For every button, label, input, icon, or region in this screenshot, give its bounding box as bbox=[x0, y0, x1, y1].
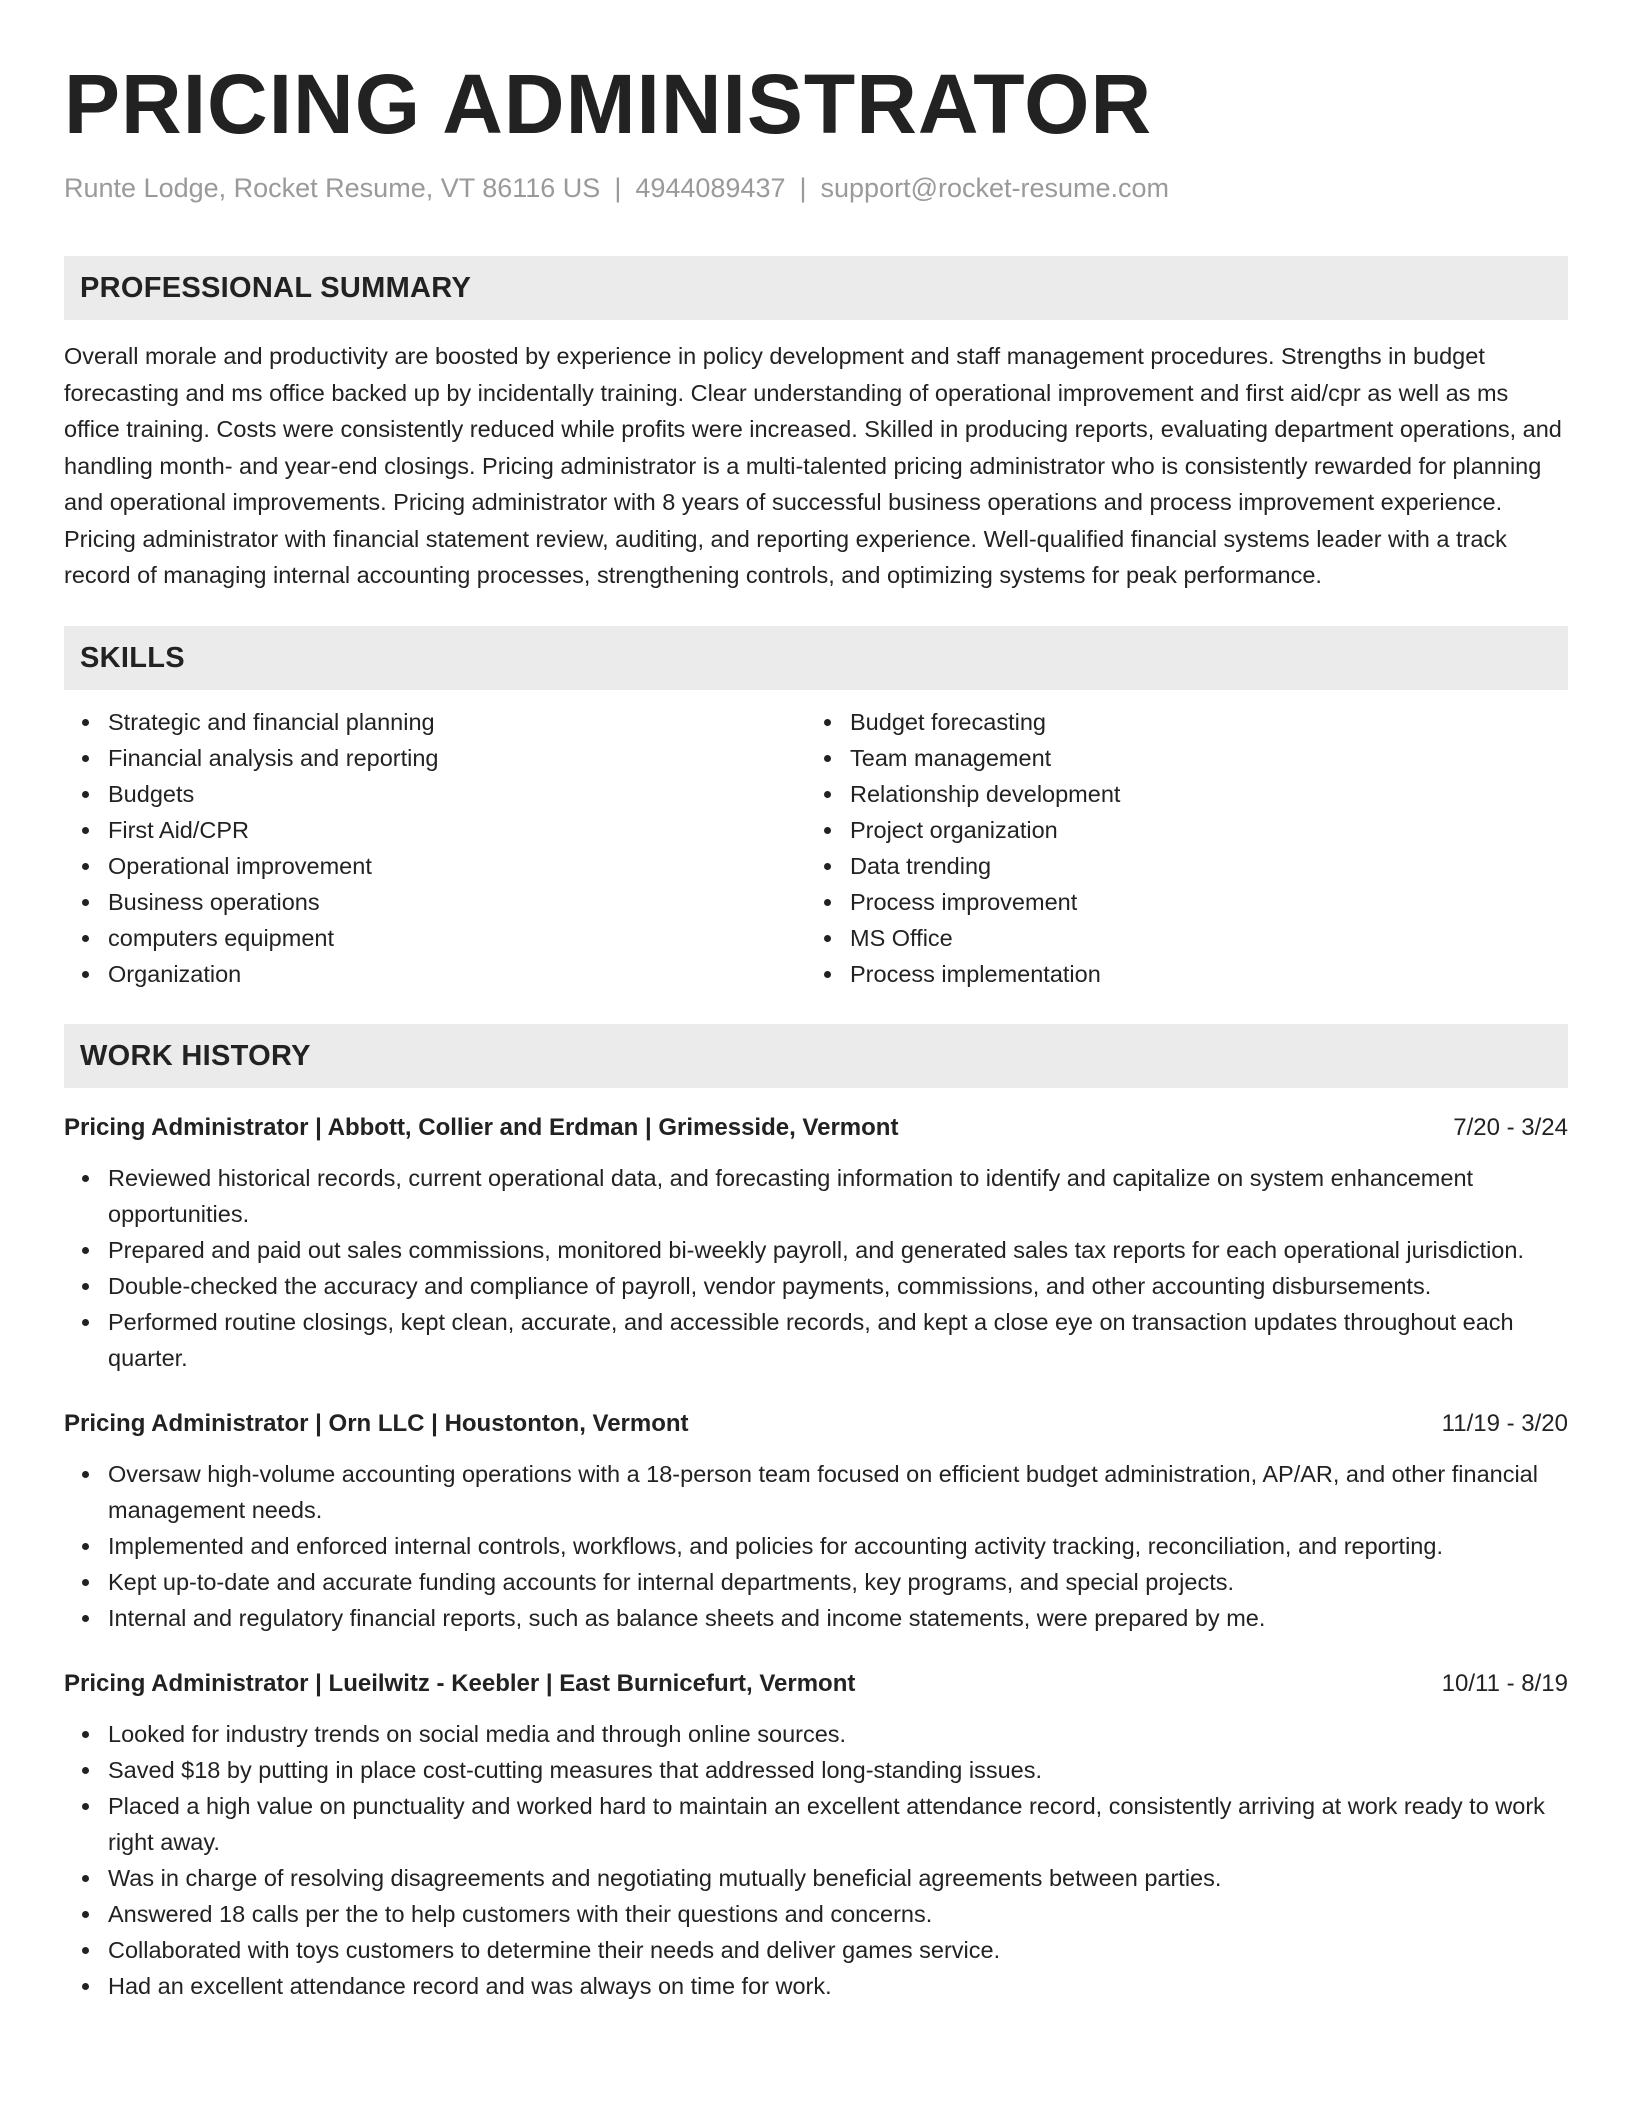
job-bullet: Oversaw high-volume accounting operations with a 18-person team focused on efficient budget administration, AP/AR, and other financial management needs. bbox=[64, 1456, 1568, 1528]
job-bullet: Saved $18 by putting in place cost-cutting measures that addressed long-standing issues. bbox=[64, 1752, 1568, 1788]
skill-item: Budget forecasting bbox=[806, 704, 1548, 740]
job-bullet: Placed a high value on punctuality and worked hard to maintain an excellent attendance record, consistently arriving at work ready to work right away. bbox=[64, 1788, 1568, 1860]
skill-item: Financial analysis and reporting bbox=[64, 740, 806, 776]
job-entry bbox=[64, 1666, 1568, 2004]
skill-item: Team management bbox=[806, 740, 1548, 776]
job-header bbox=[64, 1110, 1568, 1146]
job-bullets bbox=[64, 1456, 1568, 1636]
summary-heading: PROFESSIONAL SUMMARY bbox=[64, 256, 1568, 320]
job-bullets bbox=[64, 1716, 1568, 2004]
job-entry bbox=[64, 1406, 1568, 1636]
job-title: Pricing Administrator | Lueilwitz - Keebler | East Burnicefurt, Vermont bbox=[64, 1669, 856, 1697]
skill-item: Operational improvement bbox=[64, 848, 806, 884]
skill-item: Process implementation bbox=[806, 956, 1548, 992]
skill-item: Business operations bbox=[64, 884, 806, 920]
contact-phone: 4944089437 bbox=[635, 173, 786, 203]
job-header bbox=[64, 1406, 1568, 1442]
summary-text: Overall morale and productivity are boosted by experience in policy development and staff management procedures. Strengths in budget forecasting and ms office backed up by incidentally training. Clear understanding of operational improvement and first aid/cpr as well as ms office training. Costs were consistently reduced while profits were increased. Skilled in producing reports, evaluating department operations, and handling month- and year-end closings. Pricing administrator is a multi-talented pricing administrator who is consistently rewarded for planning and operational improvements. Pricing administrator with 8 years of successful business operations and process improvement experience. Pricing administrator with financial statement review, auditing, and reporting experience. Well-qualified financial systems leader with a track record of managing internal accounting processes, strengthening controls, and optimizing systems for peak performance. bbox=[64, 343, 1562, 588]
job-bullets bbox=[64, 1160, 1568, 1376]
skills-right-column bbox=[806, 704, 1548, 992]
skills-columns bbox=[64, 704, 1568, 992]
skill-item: Strategic and financial planning bbox=[64, 704, 806, 740]
job-bullet: Looked for industry trends on social media and through online sources. bbox=[64, 1716, 1568, 1752]
contact-separator: | bbox=[614, 173, 622, 203]
work-history-heading: WORK HISTORY bbox=[64, 1024, 1568, 1088]
candidate-name: PRICING ADMINISTRATOR bbox=[64, 57, 1153, 151]
job-bullet: Answered 18 calls per the to help customers with their questions and concerns. bbox=[64, 1896, 1568, 1932]
job-dates: 10/11 - 8/19 bbox=[1441, 1669, 1568, 1697]
skill-item: First Aid/CPR bbox=[64, 812, 806, 848]
job-bullet: Had an excellent attendance record and was always on time for work. bbox=[64, 1968, 1568, 2004]
skill-item: computers equipment bbox=[64, 920, 806, 956]
job-bullet: Internal and regulatory financial reports, such as balance sheets and income statements, were prepared by me. bbox=[64, 1600, 1568, 1636]
contact-address: Runte Lodge, Rocket Resume, VT 86116 US bbox=[64, 173, 601, 203]
skills-left-column bbox=[64, 704, 806, 992]
contact-line bbox=[64, 170, 1568, 206]
job-bullet: Kept up-to-date and accurate funding accounts for internal departments, key programs, and special projects. bbox=[64, 1564, 1568, 1600]
job-bullet: Was in charge of resolving disagreements and negotiating mutually beneficial agreements between parties. bbox=[64, 1860, 1568, 1896]
skill-item: MS Office bbox=[806, 920, 1548, 956]
job-title: Pricing Administrator | Abbott, Collier and Erdman | Grimesside, Vermont bbox=[64, 1113, 899, 1141]
job-bullet: Implemented and enforced internal controls, workflows, and policies for accounting activity tracking, reconciliation, and reporting. bbox=[64, 1528, 1568, 1564]
job-header bbox=[64, 1666, 1568, 1702]
skill-item: Process improvement bbox=[806, 884, 1548, 920]
job-bullet: Double-checked the accuracy and compliance of payroll, vendor payments, commissions, and other accounting disbursements. bbox=[64, 1268, 1568, 1304]
skill-item: Organization bbox=[64, 956, 806, 992]
job-bullet: Prepared and paid out sales commissions, monitored bi-weekly payroll, and generated sales tax reports for each operational jurisdiction. bbox=[64, 1232, 1568, 1268]
job-title: Pricing Administrator | Orn LLC | Houstonton, Vermont bbox=[64, 1409, 689, 1437]
skill-item: Budgets bbox=[64, 776, 806, 812]
skill-item: Data trending bbox=[806, 848, 1548, 884]
job-bullet: Reviewed historical records, current operational data, and forecasting information to identify and capitalize on system enhancement opportunities. bbox=[64, 1160, 1568, 1232]
contact-email: support@rocket-resume.com bbox=[820, 173, 1170, 203]
skill-item: Project organization bbox=[806, 812, 1548, 848]
job-dates: 7/20 - 3/24 bbox=[1453, 1113, 1568, 1141]
job-bullet: Performed routine closings, kept clean, accurate, and accessible records, and kept a close eye on transaction updates throughout each quarter. bbox=[64, 1304, 1568, 1376]
skill-item: Relationship development bbox=[806, 776, 1548, 812]
contact-separator: | bbox=[799, 173, 807, 203]
job-dates: 11/19 - 3/20 bbox=[1441, 1409, 1568, 1437]
job-bullet: Collaborated with toys customers to determine their needs and deliver games service. bbox=[64, 1932, 1568, 1968]
job-entry bbox=[64, 1110, 1568, 1376]
skills-heading: SKILLS bbox=[64, 626, 1568, 690]
